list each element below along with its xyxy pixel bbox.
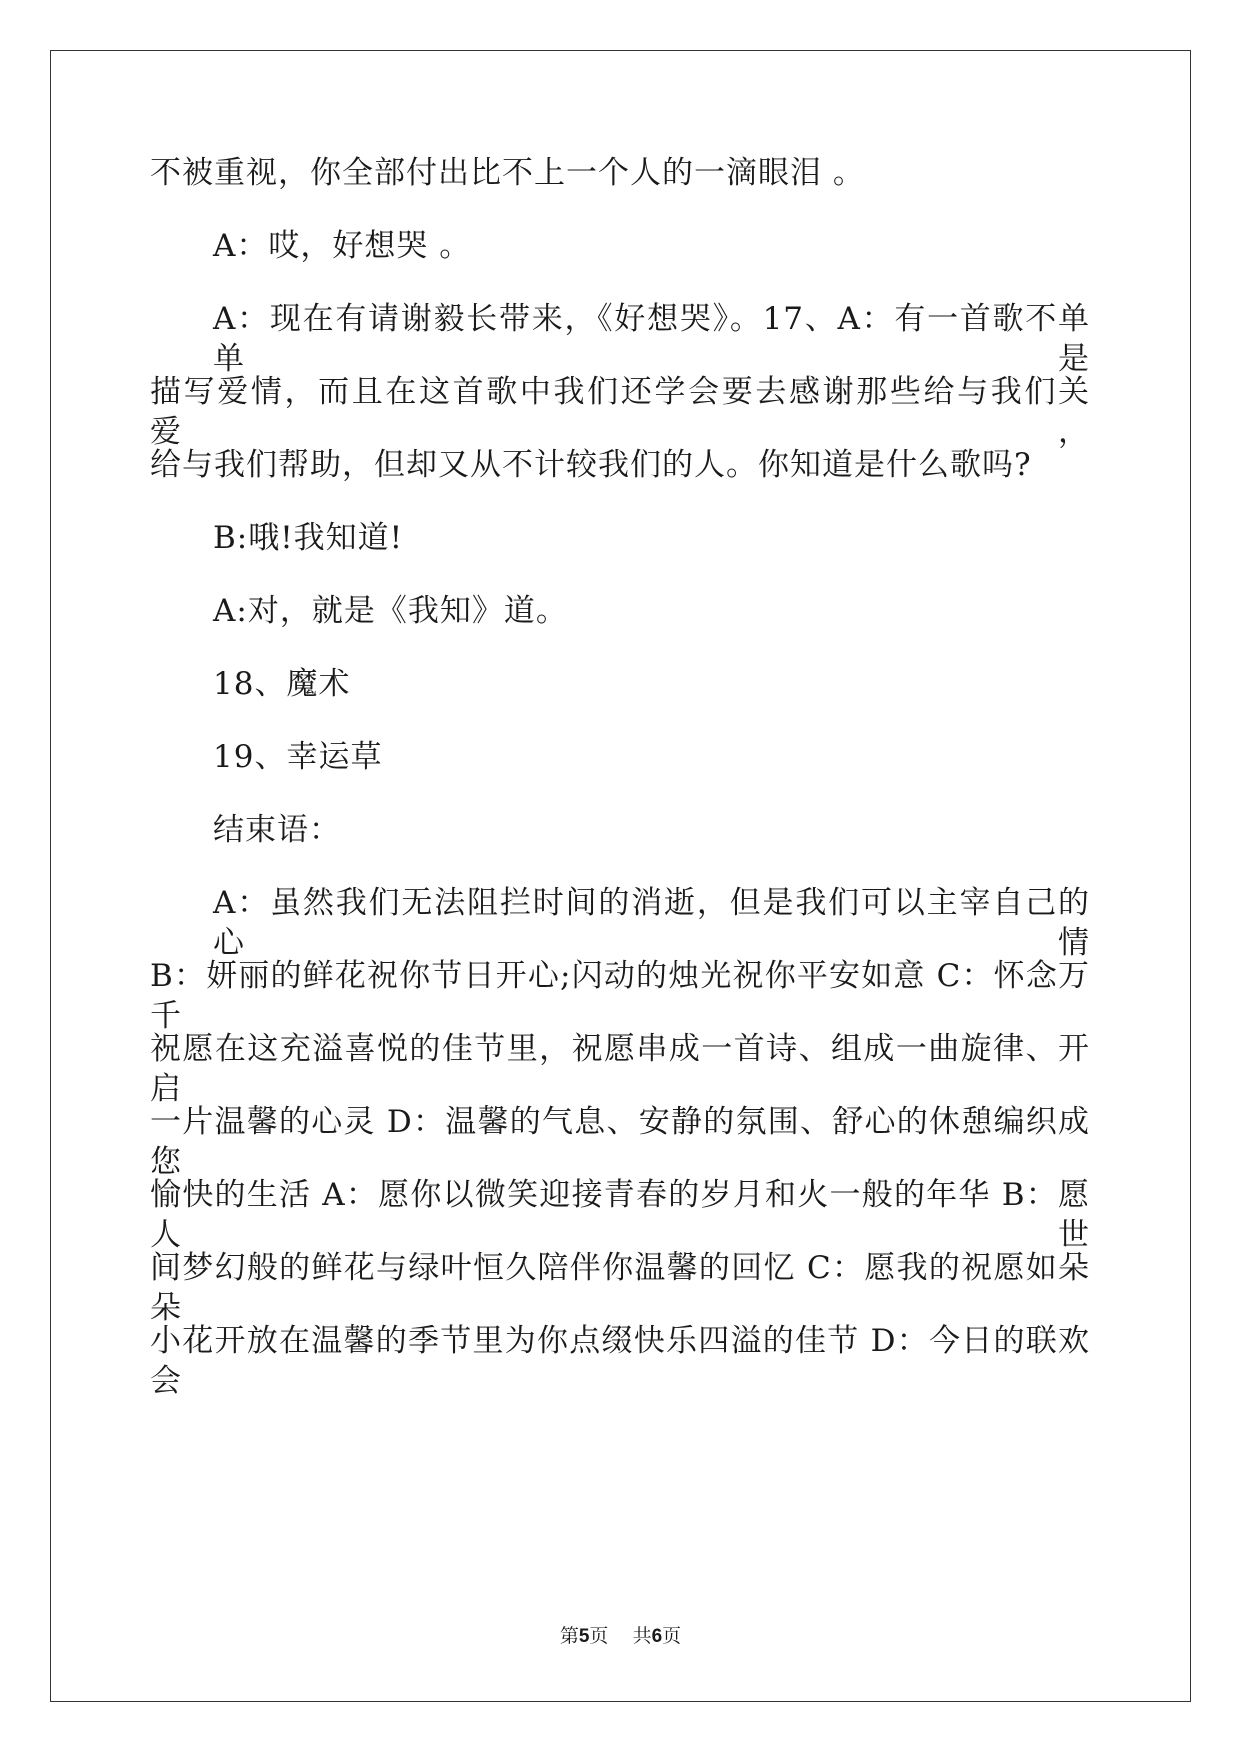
text-line: 愉快的生活 A：愿你以微笑迎接青春的岁月和火一般的年华 B：愿人世 xyxy=(150,1177,1090,1253)
footer-middle: 页 共 xyxy=(589,1625,652,1647)
text-line: A：哎，好想哭 。 xyxy=(213,228,472,264)
text-line: 不被重视，你全部付出比不上一个人的一滴眼泪 。 xyxy=(150,155,865,191)
text-line: 祝愿在这充溢喜悦的佳节里，祝愿串成一首诗、组成一曲旋律、开启 xyxy=(150,1031,1090,1107)
text-line: B:哦!我知道! xyxy=(213,520,404,556)
text-line: 给与我们帮助，但却又从不计较我们的人。你知道是什么歌吗? xyxy=(150,447,1032,483)
text-line: 18、魔术 xyxy=(213,666,351,702)
text-line: 结束语： xyxy=(213,812,341,848)
text-line: 一片温馨的心灵 D：温馨的气息、安静的氛围、舒心的休憩编织成您 xyxy=(150,1104,1090,1180)
text-line: 间梦幻般的鲜花与绿叶恒久陪伴你温馨的回忆 C：愿我的祝愿如朵朵 xyxy=(150,1250,1090,1326)
text-line: A：现在有请谢毅长带来，《好想哭》。17、A：有一首歌不单单是 xyxy=(213,301,1090,377)
text-line: B：妍丽的鲜花祝你节日开心;闪动的烛光祝你平安如意 C：怀念万千 xyxy=(150,958,1090,1034)
footer-prefix: 第 xyxy=(559,1625,579,1647)
total-pages-number: 6 xyxy=(651,1626,663,1647)
text-line: 19、幸运草 xyxy=(213,739,383,775)
page-footer xyxy=(0,1624,1241,1649)
text-line: A:对，就是《我知》道。 xyxy=(213,593,568,629)
page-border xyxy=(50,50,1191,1702)
text-line: 描写爱情，而且在这首歌中我们还学会要去感谢那些给与我们关爱， xyxy=(150,374,1090,450)
current-page-number: 5 xyxy=(578,1626,590,1647)
text-line: A：虽然我们无法阻拦时间的消逝，但是我们可以主宰自己的心情 xyxy=(213,885,1090,961)
footer-suffix: 页 xyxy=(662,1625,682,1647)
text-line: 小花开放在温馨的季节里为你点缀快乐四溢的佳节 D：今日的联欢会 xyxy=(150,1323,1090,1399)
